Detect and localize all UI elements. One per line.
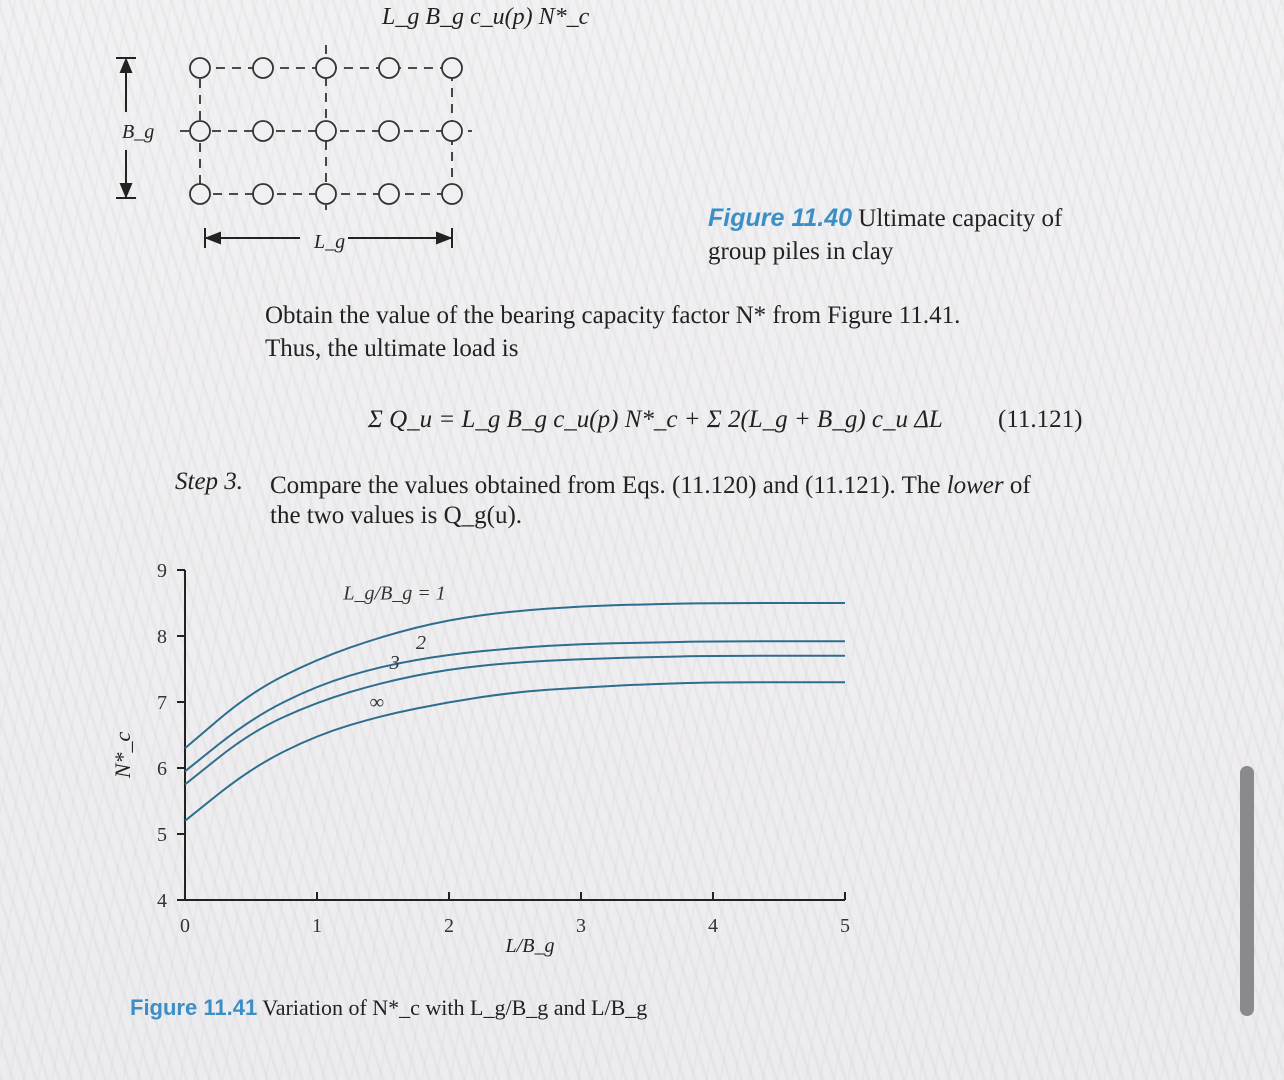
figure-11-41-chart [100,555,880,975]
chart-axes [110,560,850,957]
pile-circle [190,184,210,204]
x-axis-label: L/B_g [505,935,555,957]
paragraph-line2: Thus, the ultimate load is [265,335,519,362]
paragraph-line1: Obtain the value of the bearing capacity factor N* from Figure 11.41. [265,302,961,329]
y-tick-label: 4 [157,890,167,912]
step3-line1 [270,470,1031,502]
length-label: L_g [314,231,346,253]
x-tick-label: 0 [180,915,190,937]
step3-emphasis: lower [946,472,1004,499]
figure-11-40-number: Figure 11.40 [708,204,853,232]
y-tick-label: 7 [157,692,167,714]
x-tick-label: 4 [708,915,718,937]
y-tick-label: 6 [157,758,167,780]
figure-11-40-line2: group piles in clay [708,238,894,265]
pile-circle [442,184,462,204]
curve-label-4: ∞ [369,691,385,714]
x-tick-label: 5 [840,915,850,937]
pile-circle [442,121,462,141]
x-tick-label: 3 [576,915,586,937]
step3-line1-end: of [1009,472,1031,499]
pile-circle [442,58,462,78]
y-tick-label: 8 [157,626,167,648]
x-tick-label: 2 [444,915,454,937]
chart-series [185,603,845,821]
pile-circle [190,121,210,141]
x-tick-label: 1 [312,915,322,937]
y-axis-label: N*_c [110,731,135,779]
curve-label-1: L_g/B_g = 1 [343,582,446,605]
width-label: B_g [122,121,155,143]
pile-circle [253,121,273,141]
step3-line1-text: Compare the values obtained from Eqs. (11.120) and (11.121). The [270,472,941,499]
figure-11-40-line1: Ultimate capacity of [858,205,1063,232]
pile-circle [316,58,336,78]
pile-circle [379,184,399,204]
pile-circle [253,184,273,204]
pile-circle [316,184,336,204]
equation-number: (11.121) [998,406,1083,433]
pile-circle [316,121,336,141]
y-tick-label: 9 [157,560,167,582]
chart-curve-labels [342,583,445,714]
step3-line2: the two values is Q_g(u). [270,502,523,529]
step3-label: Step 3. [175,468,244,495]
pile-circle [379,58,399,78]
pile-circle [253,58,273,78]
diagram-top-label: L_g B_g c_u(p) N*_c [382,4,590,30]
figure-11-40-caption [708,202,1062,235]
curve-label-2: 2 [416,632,426,655]
series-line-1 [185,603,845,748]
group-pile-diagram [100,0,620,270]
pile-circle [190,58,210,78]
equation-11-121: Σ Q_u = L_g B_g c_u(p) N*_c + Σ 2(L_g + B_g) c_u ΔL [368,406,943,433]
figure-11-41-number: Figure 11.41 [130,995,258,1020]
figure-11-41-text: Variation of N*_c with L_g/B_g and L/B_g [262,995,648,1020]
pile-circle [379,121,399,141]
y-tick-label: 5 [157,824,167,846]
figure-11-41-caption [130,992,647,1024]
scrollbar-thumb[interactable] [1240,766,1254,1016]
curve-label-3: 3 [389,652,400,674]
